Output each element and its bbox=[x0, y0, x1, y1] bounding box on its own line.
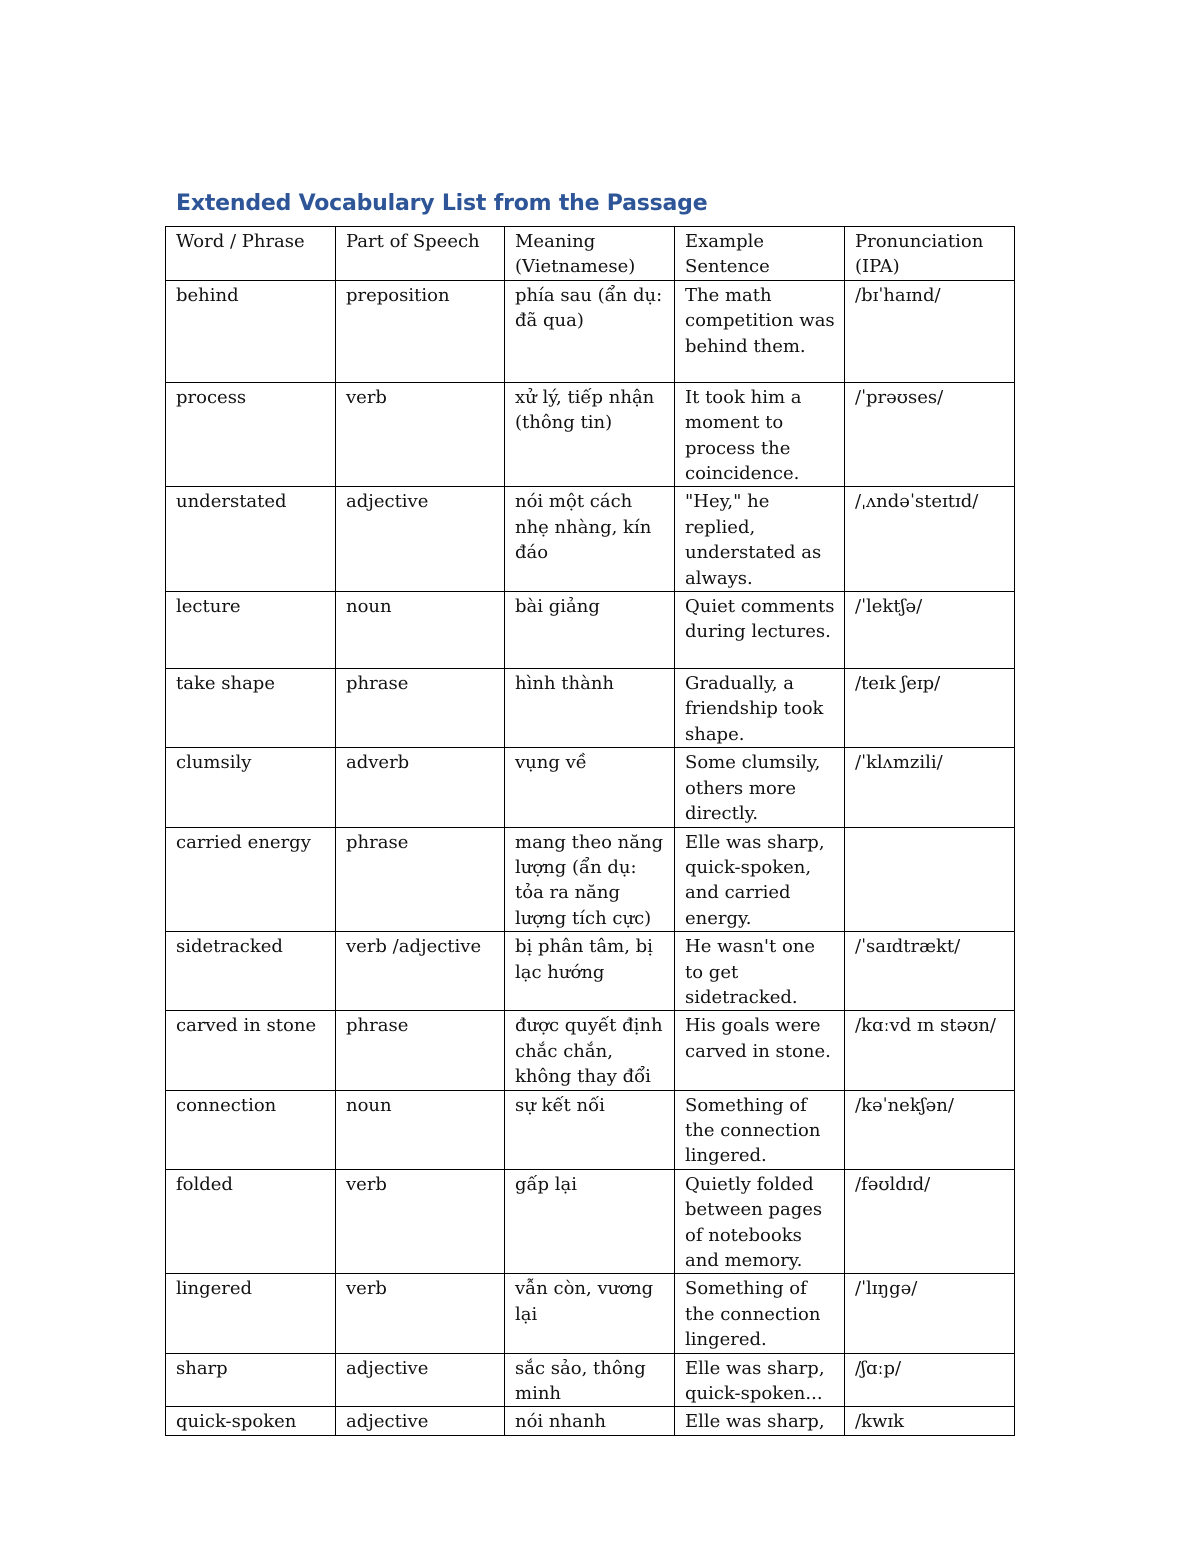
meaning-cell: hình thành bbox=[505, 669, 675, 748]
example-cell: He wasn't one to get sidetracked. bbox=[675, 932, 845, 1011]
example-cell: His goals were carved in stone. bbox=[675, 1011, 845, 1090]
header-part-of-speech: Part of Speech bbox=[336, 227, 505, 281]
ipa-cell: /ˈlɪŋgə/ bbox=[845, 1274, 1015, 1353]
table-row bbox=[166, 1090, 1015, 1169]
example-cell: Quietly folded between pages of notebooks and memory. bbox=[675, 1169, 845, 1274]
table-row bbox=[166, 748, 1015, 827]
table-row bbox=[166, 1011, 1015, 1090]
ipa-cell: /bɪˈhaɪnd/ bbox=[845, 280, 1015, 382]
ipa-cell: /fəʊldɪd/ bbox=[845, 1169, 1015, 1274]
vocabulary-table bbox=[165, 226, 1015, 1436]
part-of-speech-cell: verb /adjective bbox=[336, 932, 505, 1011]
example-cell: Elle was sharp, quick-spoken, and carried energy. bbox=[675, 827, 845, 932]
word-cell: understated bbox=[166, 487, 336, 592]
part-of-speech-cell: noun bbox=[336, 1090, 505, 1169]
part-of-speech-cell: phrase bbox=[336, 1011, 505, 1090]
meaning-cell: gấp lại bbox=[505, 1169, 675, 1274]
word-cell: lecture bbox=[166, 592, 336, 669]
header-example-sentence: Example Sentence bbox=[675, 227, 845, 281]
ipa-cell: /ˈlektʃə/ bbox=[845, 592, 1015, 669]
table-row bbox=[166, 827, 1015, 932]
meaning-cell: mang theo năng lượng (ẩn dụ: tỏa ra năng lượng tích cực) bbox=[505, 827, 675, 932]
part-of-speech-cell: phrase bbox=[336, 827, 505, 932]
part-of-speech-cell: adverb bbox=[336, 748, 505, 827]
ipa-cell: /teɪk ʃeɪp/ bbox=[845, 669, 1015, 748]
table-row bbox=[166, 1169, 1015, 1274]
example-cell: Some clumsily, others more directly. bbox=[675, 748, 845, 827]
meaning-cell: xử lý, tiếp nhận (thông tin) bbox=[505, 382, 675, 487]
part-of-speech-cell: verb bbox=[336, 1274, 505, 1353]
meaning-cell: nói một cách nhẹ nhàng, kín đáo bbox=[505, 487, 675, 592]
meaning-cell: sắc sảo, thông minh bbox=[505, 1353, 675, 1407]
meaning-cell: phía sau (ẩn dụ: đã qua) bbox=[505, 280, 675, 382]
meaning-cell: bài giảng bbox=[505, 592, 675, 669]
table-row bbox=[166, 487, 1015, 592]
table-row bbox=[166, 1353, 1015, 1407]
ipa-cell: /ʃɑːp/ bbox=[845, 1353, 1015, 1407]
example-cell: "Hey," he replied, understated as always. bbox=[675, 487, 845, 592]
part-of-speech-cell: phrase bbox=[336, 669, 505, 748]
ipa-cell: /kəˈnekʃən/ bbox=[845, 1090, 1015, 1169]
meaning-cell: vụng về bbox=[505, 748, 675, 827]
word-cell: take shape bbox=[166, 669, 336, 748]
part-of-speech-cell: preposition bbox=[336, 280, 505, 382]
example-cell: It took him a moment to process the coincidence. bbox=[675, 382, 845, 487]
table-row bbox=[166, 382, 1015, 487]
word-cell: folded bbox=[166, 1169, 336, 1274]
word-cell: lingered bbox=[166, 1274, 336, 1353]
table-row bbox=[166, 669, 1015, 748]
ipa-cell: /kwɪk bbox=[845, 1407, 1015, 1435]
word-cell: clumsily bbox=[166, 748, 336, 827]
word-cell: process bbox=[166, 382, 336, 487]
part-of-speech-cell: adjective bbox=[336, 1353, 505, 1407]
table-row bbox=[166, 280, 1015, 382]
meaning-cell: bị phân tâm, bị lạc hướng bbox=[505, 932, 675, 1011]
table-header-row bbox=[166, 227, 1015, 281]
word-cell: quick-spoken bbox=[166, 1407, 336, 1435]
meaning-cell: được quyết định chắc chắn, không thay đổi bbox=[505, 1011, 675, 1090]
table-row bbox=[166, 932, 1015, 1011]
page-title: Extended Vocabulary List from the Passage bbox=[176, 191, 708, 216]
header-meaning: Meaning (Vietnamese) bbox=[505, 227, 675, 281]
ipa-cell: /ˈprəʊses/ bbox=[845, 382, 1015, 487]
example-cell: Something of the connection lingered. bbox=[675, 1274, 845, 1353]
ipa-cell: /ˈsaɪdtrækt/ bbox=[845, 932, 1015, 1011]
table-row bbox=[166, 1274, 1015, 1353]
ipa-cell: /kɑːvd ɪn stəʊn/ bbox=[845, 1011, 1015, 1090]
word-cell: connection bbox=[166, 1090, 336, 1169]
word-cell: sharp bbox=[166, 1353, 336, 1407]
ipa-cell: /ˌʌndəˈsteɪtɪd/ bbox=[845, 487, 1015, 592]
example-cell: Elle was sharp, quick-spoken... bbox=[675, 1353, 845, 1407]
word-cell: sidetracked bbox=[166, 932, 336, 1011]
meaning-cell: nói nhanh bbox=[505, 1407, 675, 1435]
word-cell: behind bbox=[166, 280, 336, 382]
word-cell: carried energy bbox=[166, 827, 336, 932]
example-cell: Quiet comments during lectures. bbox=[675, 592, 845, 669]
example-cell: Elle was sharp, bbox=[675, 1407, 845, 1435]
header-pronunciation: Pronunciation (IPA) bbox=[845, 227, 1015, 281]
header-word-phrase: Word / Phrase bbox=[166, 227, 336, 281]
part-of-speech-cell: adjective bbox=[336, 1407, 505, 1435]
part-of-speech-cell: verb bbox=[336, 1169, 505, 1274]
example-cell: Gradually, a friendship took shape. bbox=[675, 669, 845, 748]
ipa-cell: /ˈklʌmzili/ bbox=[845, 748, 1015, 827]
meaning-cell: sự kết nối bbox=[505, 1090, 675, 1169]
ipa-cell bbox=[845, 827, 1015, 932]
part-of-speech-cell: noun bbox=[336, 592, 505, 669]
example-cell: Something of the connection lingered. bbox=[675, 1090, 845, 1169]
table-row bbox=[166, 1407, 1015, 1435]
word-cell: carved in stone bbox=[166, 1011, 336, 1090]
meaning-cell: vẫn còn, vương lại bbox=[505, 1274, 675, 1353]
part-of-speech-cell: adjective bbox=[336, 487, 505, 592]
example-cell: The math competition was behind them. bbox=[675, 280, 845, 382]
table-row bbox=[166, 592, 1015, 669]
part-of-speech-cell: verb bbox=[336, 382, 505, 487]
